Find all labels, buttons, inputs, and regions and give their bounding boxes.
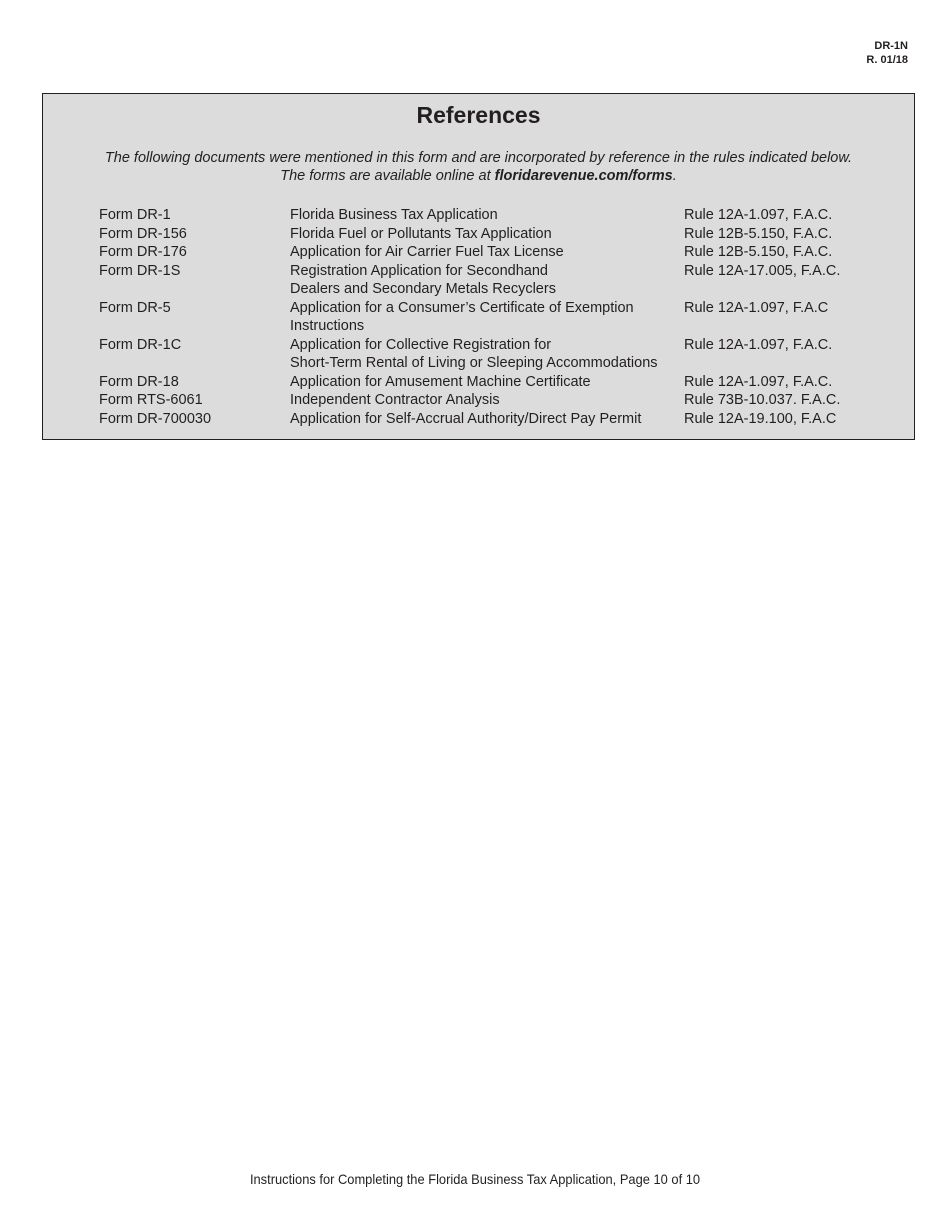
form-number: DR-1N <box>874 40 908 52</box>
form-code: Form DR-176 <box>99 244 187 260</box>
reference-row <box>99 206 864 225</box>
form-code: Form DR-1C <box>99 336 182 353</box>
rule-citation: Rule 12A-17.005, F.A.C. <box>684 262 841 279</box>
form-title-continuation: Dealers and Secondary Metals Recyclers <box>290 281 556 297</box>
intro-line-2-suffix: . <box>672 168 677 184</box>
form-code: Form DR-700030 <box>99 410 212 427</box>
form-code: Form DR-1S <box>99 262 181 279</box>
references-box <box>42 93 915 440</box>
rule-citation: Rule 73B-10.037. F.A.C. <box>684 392 841 408</box>
form-identifier <box>866 39 908 67</box>
rule-citation: Rule 12A-1.097, F.A.C. <box>684 373 833 390</box>
rule-citation: Rule 12A-19.100, F.A.C <box>684 410 837 427</box>
rule-citation: Rule 12B-5.150, F.A.C. <box>684 225 833 242</box>
intro-line-2-prefix: The forms are available online at <box>280 168 495 184</box>
form-title: Application for Collective Registration for <box>290 336 552 353</box>
form-title: Application for Self-Accrual Authority/Direct Pay Permit <box>290 410 642 427</box>
references-title: References <box>416 102 541 128</box>
forms-url: floridarevenue.com/forms <box>494 168 673 184</box>
form-code: Form DR-156 <box>99 225 187 242</box>
intro-line-1: The following documents were mentioned in this form and are incorporated by reference in the rules indicated below. <box>104 150 853 166</box>
form-title: Florida Fuel or Pollutants Tax Application <box>290 225 552 242</box>
references-table <box>99 206 864 428</box>
rule-citation: Rule 12B-5.150, F.A.C. <box>684 244 833 260</box>
form-title: Application for Amusement Machine Certificate <box>290 373 591 390</box>
form-title-continuation: Short-Term Rental of Living or Sleeping Accommodations <box>290 355 658 371</box>
rule-citation: Rule 12A-1.097, F.A.C. <box>684 336 833 353</box>
reference-row-continuation <box>99 354 864 373</box>
reference-row <box>99 391 864 410</box>
reference-row <box>99 225 864 244</box>
rule-citation: Rule 12A-1.097, F.A.C <box>684 299 829 316</box>
form-code: Form DR-1 <box>99 207 171 223</box>
reference-row-continuation <box>99 317 864 336</box>
reference-row <box>99 410 864 429</box>
reference-row <box>99 336 864 355</box>
references-intro <box>43 149 914 185</box>
page-footer: Instructions for Completing the Florida Business Tax Application, Page 10 of 10 <box>249 1171 701 1187</box>
form-code: Form DR-18 <box>99 373 179 390</box>
reference-row <box>99 299 864 318</box>
form-code: Form DR-5 <box>99 299 171 316</box>
reference-row <box>99 262 864 281</box>
form-title: Application for a Consumer’s Certificate of Exemption <box>290 299 634 316</box>
rule-citation: Rule 12A-1.097, F.A.C. <box>684 207 833 223</box>
reference-row <box>99 373 864 392</box>
reference-row <box>99 243 864 262</box>
form-title: Application for Air Carrier Fuel Tax License <box>290 244 564 260</box>
reference-row-continuation <box>99 280 864 299</box>
form-title-continuation: Instructions <box>290 318 365 334</box>
form-code: Form RTS-6061 <box>99 392 203 408</box>
form-title: Registration Application for Secondhand <box>290 262 548 279</box>
form-title: Florida Business Tax Application <box>290 207 498 223</box>
form-title: Independent Contractor Analysis <box>290 392 500 408</box>
revision-date: R. 01/18 <box>866 54 908 66</box>
